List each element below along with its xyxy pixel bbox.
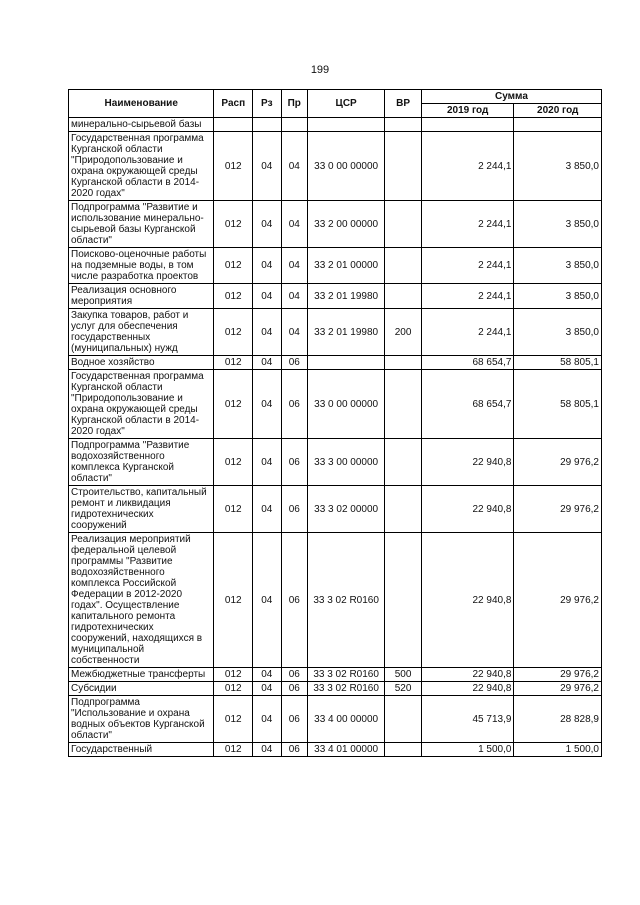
cell-rasp [214,118,253,132]
cell-name: Водное хозяйство [69,356,214,370]
cell-csr: 33 3 02 R0160 [307,533,384,668]
header-rasp: Расп [214,90,253,118]
cell-rasp: 012 [214,132,253,201]
cell-name: Закупка товаров, работ и услуг для обеспечения государственных (муниципальных) нужд [69,309,214,356]
table-row [69,533,602,668]
cell-csr: 33 0 00 00000 [307,370,384,439]
cell-sum-2019 [421,118,514,132]
cell-csr: 33 2 01 00000 [307,248,384,284]
cell-pr: 06 [281,439,307,486]
cell-sum-2019: 22 940,8 [421,668,514,682]
cell-sum-2020: 29 976,2 [514,668,602,682]
cell-pr: 06 [281,533,307,668]
cell-vr [385,533,422,668]
cell-vr [385,118,422,132]
cell-csr: 33 4 01 00000 [307,743,384,757]
cell-vr [385,201,422,248]
cell-pr: 04 [281,309,307,356]
cell-sum-2020: 29 976,2 [514,439,602,486]
cell-rz [253,118,281,132]
header-row-top [69,90,602,104]
cell-pr: 06 [281,668,307,682]
cell-sum-2019: 1 500,0 [421,743,514,757]
cell-rz: 04 [253,743,281,757]
cell-name: минерально-сырьевой базы [69,118,214,132]
table-row [69,356,602,370]
cell-rasp: 012 [214,696,253,743]
cell-sum-2019: 22 940,8 [421,486,514,533]
budget-table [68,89,602,757]
page-number: 199 [310,64,330,76]
cell-rz: 04 [253,284,281,309]
cell-pr: 06 [281,682,307,696]
cell-rz: 04 [253,696,281,743]
cell-rz: 04 [253,486,281,533]
cell-csr: 33 4 00 00000 [307,696,384,743]
cell-pr: 04 [281,248,307,284]
header-name: Наименование [69,90,214,118]
cell-sum-2020: 3 850,0 [514,284,602,309]
cell-rz: 04 [253,201,281,248]
table-row [69,682,602,696]
cell-vr [385,486,422,533]
cell-pr: 06 [281,743,307,757]
cell-sum-2020: 3 850,0 [514,309,602,356]
cell-name: Государственный [69,743,214,757]
cell-rz: 04 [253,533,281,668]
table-row [69,370,602,439]
cell-rasp: 012 [214,284,253,309]
cell-rz: 04 [253,132,281,201]
cell-rz: 04 [253,682,281,696]
cell-sum-2020: 58 805,1 [514,356,602,370]
cell-sum-2019: 2 244,1 [421,248,514,284]
cell-csr [307,118,384,132]
header-rz: Рз [253,90,281,118]
header-sum: Сумма [421,90,601,104]
cell-sum-2019: 45 713,9 [421,696,514,743]
table-row [69,668,602,682]
cell-sum-2020: 3 850,0 [514,132,602,201]
cell-name: Государственная программа Курганской области "Природопользование и охрана окружающей среды Курганской области в 2014-2020 годах" [69,132,214,201]
table-body [69,118,602,757]
cell-rasp: 012 [214,248,253,284]
cell-sum-2019: 2 244,1 [421,132,514,201]
table-row [69,284,602,309]
cell-sum-2020: 58 805,1 [514,370,602,439]
cell-vr [385,743,422,757]
cell-name: Строительство, капитальный ремонт и ликвидация гидротехнических сооружений [69,486,214,533]
cell-name: Субсидии [69,682,214,696]
cell-rz: 04 [253,248,281,284]
cell-sum-2019: 2 244,1 [421,284,514,309]
cell-sum-2020: 28 828,9 [514,696,602,743]
cell-vr: 500 [385,668,422,682]
cell-pr: 06 [281,486,307,533]
header-csr: ЦСР [307,90,384,118]
cell-sum-2020: 29 976,2 [514,486,602,533]
cell-csr [307,356,384,370]
cell-csr: 33 3 02 R0160 [307,668,384,682]
table-row [69,439,602,486]
cell-sum-2020: 29 976,2 [514,682,602,696]
cell-rasp: 012 [214,682,253,696]
cell-sum-2020: 1 500,0 [514,743,602,757]
cell-rasp: 012 [214,356,253,370]
cell-name: Подпрограмма "Развитие водохозяйственного комплекса Курганской области" [69,439,214,486]
cell-sum-2019: 68 654,7 [421,370,514,439]
cell-pr: 04 [281,284,307,309]
cell-sum-2019: 22 940,8 [421,682,514,696]
cell-csr: 33 0 00 00000 [307,132,384,201]
cell-pr: 04 [281,201,307,248]
header-2020: 2020 год [514,104,602,118]
cell-name: Межбюджетные трансферты [69,668,214,682]
table-row [69,486,602,533]
header-vr: ВР [385,90,422,118]
cell-vr [385,696,422,743]
cell-sum-2019: 2 244,1 [421,309,514,356]
cell-pr: 06 [281,696,307,743]
cell-name: Поисково-оценочные работы на подземные воды, в том числе разработка проектов [69,248,214,284]
table-row [69,132,602,201]
header-pr: Пр [281,90,307,118]
cell-rz: 04 [253,356,281,370]
table-row [69,248,602,284]
cell-sum-2019: 22 940,8 [421,533,514,668]
cell-sum-2019: 22 940,8 [421,439,514,486]
cell-vr [385,248,422,284]
cell-rasp: 012 [214,743,253,757]
table-row [69,309,602,356]
cell-csr: 33 3 02 R0160 [307,682,384,696]
cell-sum-2020 [514,118,602,132]
cell-sum-2020: 29 976,2 [514,533,602,668]
cell-rasp: 012 [214,370,253,439]
table-row [69,743,602,757]
cell-rz: 04 [253,439,281,486]
cell-csr: 33 2 01 19980 [307,284,384,309]
cell-csr: 33 3 02 00000 [307,486,384,533]
cell-pr: 06 [281,356,307,370]
cell-rasp: 012 [214,309,253,356]
cell-vr [385,370,422,439]
cell-rasp: 012 [214,201,253,248]
cell-name: Подпрограмма "Развитие и использование минерально-сырьевой базы Курганской области" [69,201,214,248]
cell-rasp: 012 [214,439,253,486]
cell-name: Государственная программа Курганской области "Природопользование и охрана окружающей среды Курганской области в 2014-2020 годах" [69,370,214,439]
cell-vr: 520 [385,682,422,696]
table-row [69,696,602,743]
cell-csr: 33 2 00 00000 [307,201,384,248]
cell-vr [385,132,422,201]
cell-name: Подпрограмма "Использование и охрана водных объектов Курганской области" [69,696,214,743]
cell-name: Реализация основного мероприятия [69,284,214,309]
cell-vr [385,284,422,309]
cell-rz: 04 [253,309,281,356]
cell-rasp: 012 [214,486,253,533]
cell-csr: 33 3 00 00000 [307,439,384,486]
cell-vr: 200 [385,309,422,356]
cell-rasp: 012 [214,533,253,668]
cell-sum-2020: 3 850,0 [514,248,602,284]
cell-rasp: 012 [214,668,253,682]
cell-name: Реализация мероприятий федеральной целевой программы "Развитие водохозяйственного комплекса Российской Федерации в 2012-2020 годах". Осуществление капитального ремонта гидротехнических сооружений, находящихся в муниципальной собственности [69,533,214,668]
cell-sum-2019: 68 654,7 [421,356,514,370]
cell-pr: 06 [281,370,307,439]
table-row [69,201,602,248]
cell-pr [281,118,307,132]
cell-rz: 04 [253,668,281,682]
cell-vr [385,439,422,486]
cell-sum-2019: 2 244,1 [421,201,514,248]
header-2019: 2019 год [421,104,514,118]
cell-pr: 04 [281,132,307,201]
table-row [69,118,602,132]
cell-sum-2020: 3 850,0 [514,201,602,248]
cell-csr: 33 2 01 19980 [307,309,384,356]
cell-rz: 04 [253,370,281,439]
cell-vr [385,356,422,370]
